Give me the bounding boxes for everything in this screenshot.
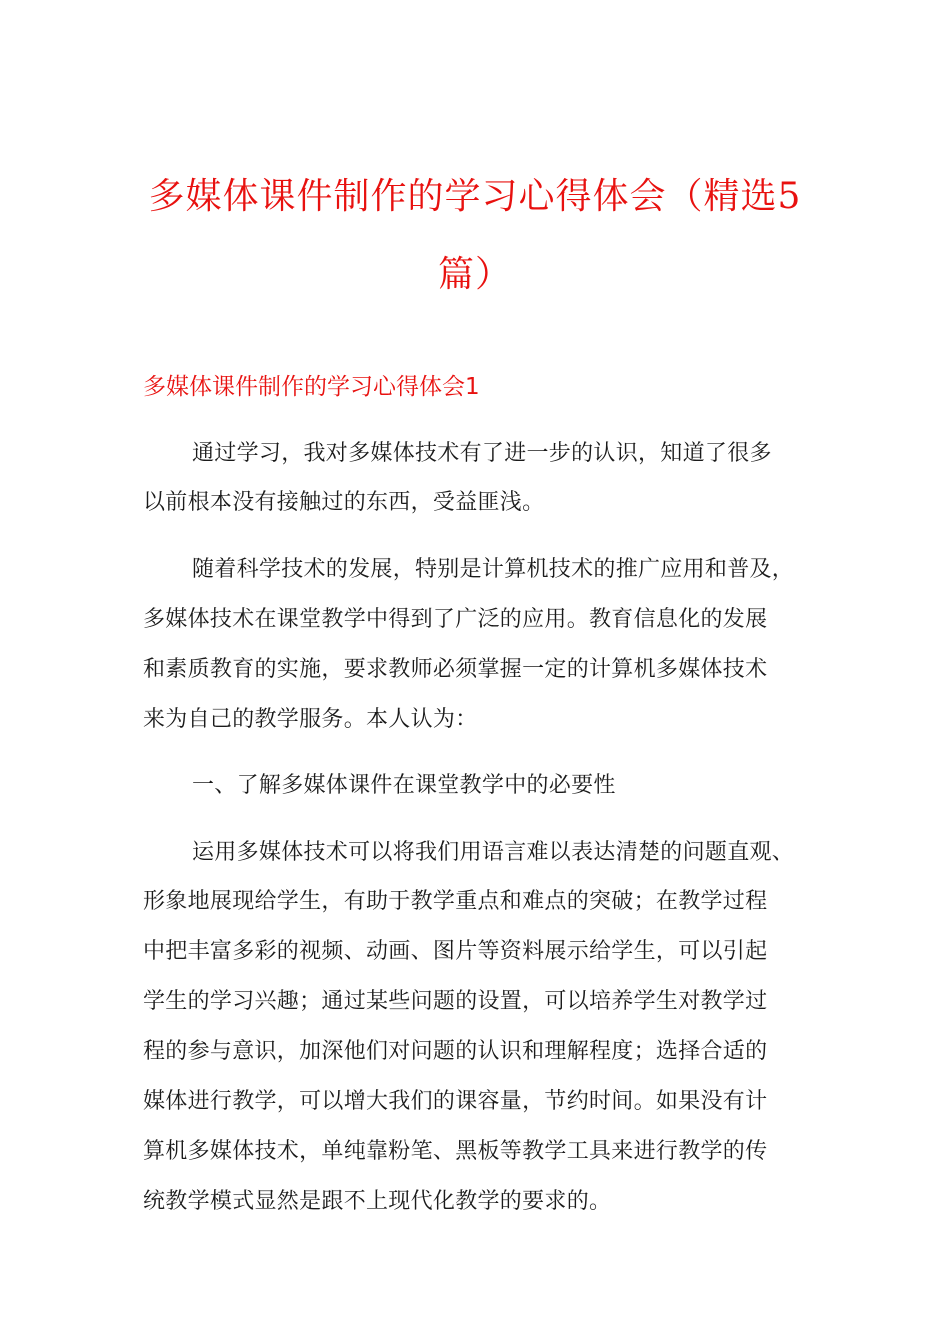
paragraph-4-line-8: 统教学模式显然是跟不上现代化教学的要求的。 bbox=[143, 1189, 612, 1214]
paragraph-2-line-2: 多媒体技术在课堂教学中得到了广泛的应用。教育信息化的发展 bbox=[143, 607, 768, 632]
paragraph-1-line-1: 通过学习，我对多媒体技术有了进一步的认识，知道了很多 bbox=[192, 441, 772, 466]
paragraph-4-line-6: 媒体进行教学，可以增大我们的课容量，节约时间。如果没有计 bbox=[143, 1089, 768, 1114]
paragraph-3-line-1: 一、了解多媒体课件在课堂教学中的必要性 bbox=[192, 773, 616, 798]
section-heading: 多媒体课件制作的学习心得体会1 bbox=[143, 374, 480, 400]
document-title-line-2: 篇） bbox=[437, 254, 512, 295]
paragraph-2-line-1: 随着科学技术的发展，特别是计算机技术的推广应用和普及， bbox=[192, 557, 795, 582]
paragraph-2-line-3: 和素质教育的实施，要求教师必须掌握一定的计算机多媒体技术 bbox=[143, 657, 768, 682]
paragraph-4-line-2: 形象地展现给学生，有助于教学重点和难点的突破；在教学过程 bbox=[143, 889, 768, 914]
paragraph-4-line-4: 学生的学习兴趣；通过某些问题的设置，可以培养学生对教学过 bbox=[143, 989, 768, 1014]
paragraph-1-line-2: 以前根本没有接触过的东西，受益匪浅。 bbox=[143, 490, 545, 515]
paragraph-2-line-4: 来为自己的教学服务。本人认为： bbox=[143, 707, 478, 732]
paragraph-4-line-1: 运用多媒体技术可以将我们用语言难以表达清楚的问题直观、 bbox=[192, 840, 795, 865]
paragraph-4-line-5: 程的参与意识，加深他们对问题的认识和理解程度；选择合适的 bbox=[143, 1039, 768, 1064]
paragraph-4-line-7: 算机多媒体技术，单纯靠粉笔、黑板等教学工具来进行教学的传 bbox=[143, 1139, 768, 1164]
paragraph-4-line-3: 中把丰富多彩的视频、动画、图片等资料展示给学生，可以引起 bbox=[143, 939, 768, 964]
document-title-line-1: 多媒体课件制作的学习心得体会（精选5 bbox=[148, 176, 802, 217]
